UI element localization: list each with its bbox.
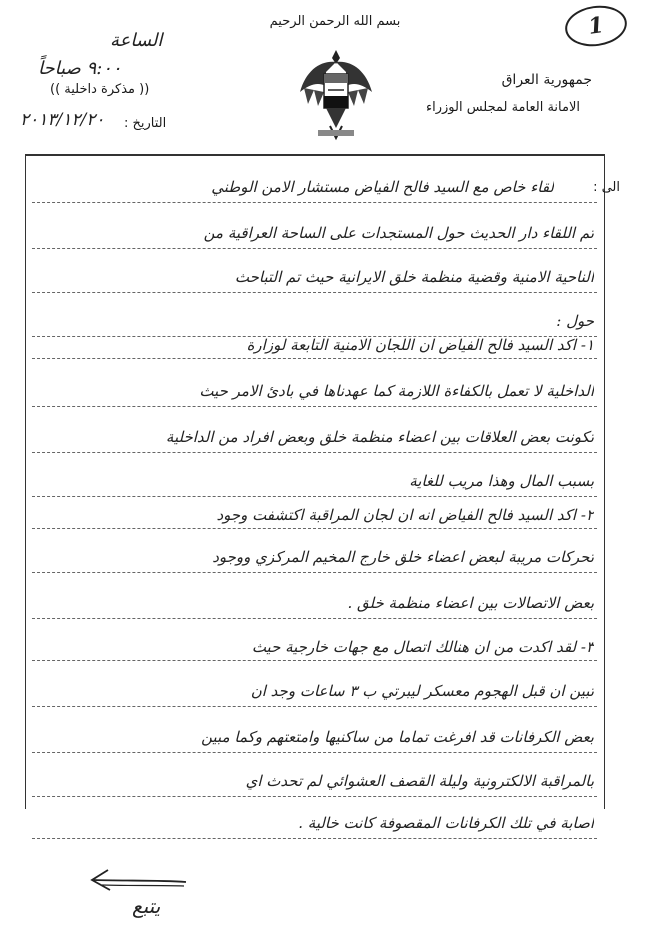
body-line: ٢- اكد السيد فالح الفياض انه ان لجان المراقبة اكتشفت وجود bbox=[216, 506, 594, 524]
basmala-header: بسم الله الرحمن الرحيم bbox=[269, 14, 401, 29]
body-line: بالمراقبة الالكترونية وليلة القصف العشوائي لم تحدث اي bbox=[245, 772, 594, 790]
body-line: بسبب المال وهذا مريب للغاية bbox=[409, 472, 594, 490]
country-name: جمهورية العراق bbox=[501, 72, 592, 88]
ruled-line bbox=[32, 618, 597, 619]
date-label: التاريخ : bbox=[124, 116, 167, 131]
iraq-eagle-emblem bbox=[296, 42, 376, 142]
body-line: حول : bbox=[556, 312, 594, 330]
ruled-line bbox=[32, 452, 597, 453]
ruled-line bbox=[32, 292, 597, 293]
secretariat-name: الامانة العامة لمجلس الوزراء bbox=[426, 100, 580, 115]
body-line: تكونت بعض العلاقات بين اعضاء منظمة خلق وبعض افراد من الداخلية bbox=[165, 428, 594, 446]
ruled-line bbox=[32, 838, 597, 839]
frame-left-border bbox=[25, 154, 26, 809]
body-line: اصابة في تلك الكرفانات المقصوفة كانت خالية . bbox=[298, 814, 594, 832]
body-line: ١- اكد السيد فالح الفياض ان اللجان الامنية التابعة لوزارة bbox=[246, 336, 594, 354]
time-label: الساعة bbox=[110, 30, 163, 51]
body-line: تبين ان قبل الهجوم معسكر ليبرتي ب ٣ ساعات وجد ان bbox=[250, 682, 594, 700]
body-line: تم اللقاء دار الحديث حول المستجدات على الساحة العراقية من bbox=[203, 224, 594, 242]
body-line: الداخلية لا تعمل بالكفاءة اللازمة كما عهدناها في بادئ الامر حيث bbox=[199, 382, 594, 400]
page-number-circle bbox=[563, 2, 630, 50]
ruled-line bbox=[32, 660, 597, 661]
ruled-line bbox=[32, 752, 597, 753]
continue-label: يتبع bbox=[132, 894, 161, 918]
body-line: بعض الكرفانات قد افرغت تماما من ساكنيها وامتعتهم وكما مبين bbox=[201, 728, 594, 746]
recipient-label: الى : bbox=[593, 180, 620, 195]
ruled-line bbox=[32, 496, 597, 497]
body-line: تحركات مريبة لبعض اعضاء خلق خارج المخيم المركزي ووجود bbox=[212, 548, 594, 566]
body-line: ٣- لقد اكدت من ان هنالك اتصال مع جهات خارجية حيث bbox=[251, 638, 594, 656]
ruled-line bbox=[32, 202, 597, 203]
ruled-line bbox=[32, 572, 597, 573]
ruled-line bbox=[32, 406, 597, 407]
ruled-line bbox=[32, 706, 597, 707]
ruled-line bbox=[32, 248, 597, 249]
memo-label: (( مذكرة داخلية )) bbox=[50, 82, 150, 97]
body-line: لقاء خاص مع السيد فالح الفياض مستشار الامن الوطني bbox=[211, 178, 554, 196]
frame-right-border bbox=[604, 154, 605, 809]
date-value: ٢٠١٣/١٢/٢٠ bbox=[20, 110, 105, 130]
ruled-line bbox=[32, 796, 597, 797]
time-value: ٩:٠٠ صباحاً bbox=[38, 58, 122, 79]
page-number: 1 bbox=[586, 12, 606, 40]
body-line: بعض الاتصالات بين اعضاء منظمة خلق . bbox=[347, 594, 594, 612]
ruled-line bbox=[32, 528, 597, 529]
ruled-line bbox=[32, 358, 597, 359]
body-line: الناحية الامنية وقضية منظمة خلق الايرانية حيث تم التباحث bbox=[234, 268, 594, 286]
header-divider bbox=[25, 154, 605, 156]
